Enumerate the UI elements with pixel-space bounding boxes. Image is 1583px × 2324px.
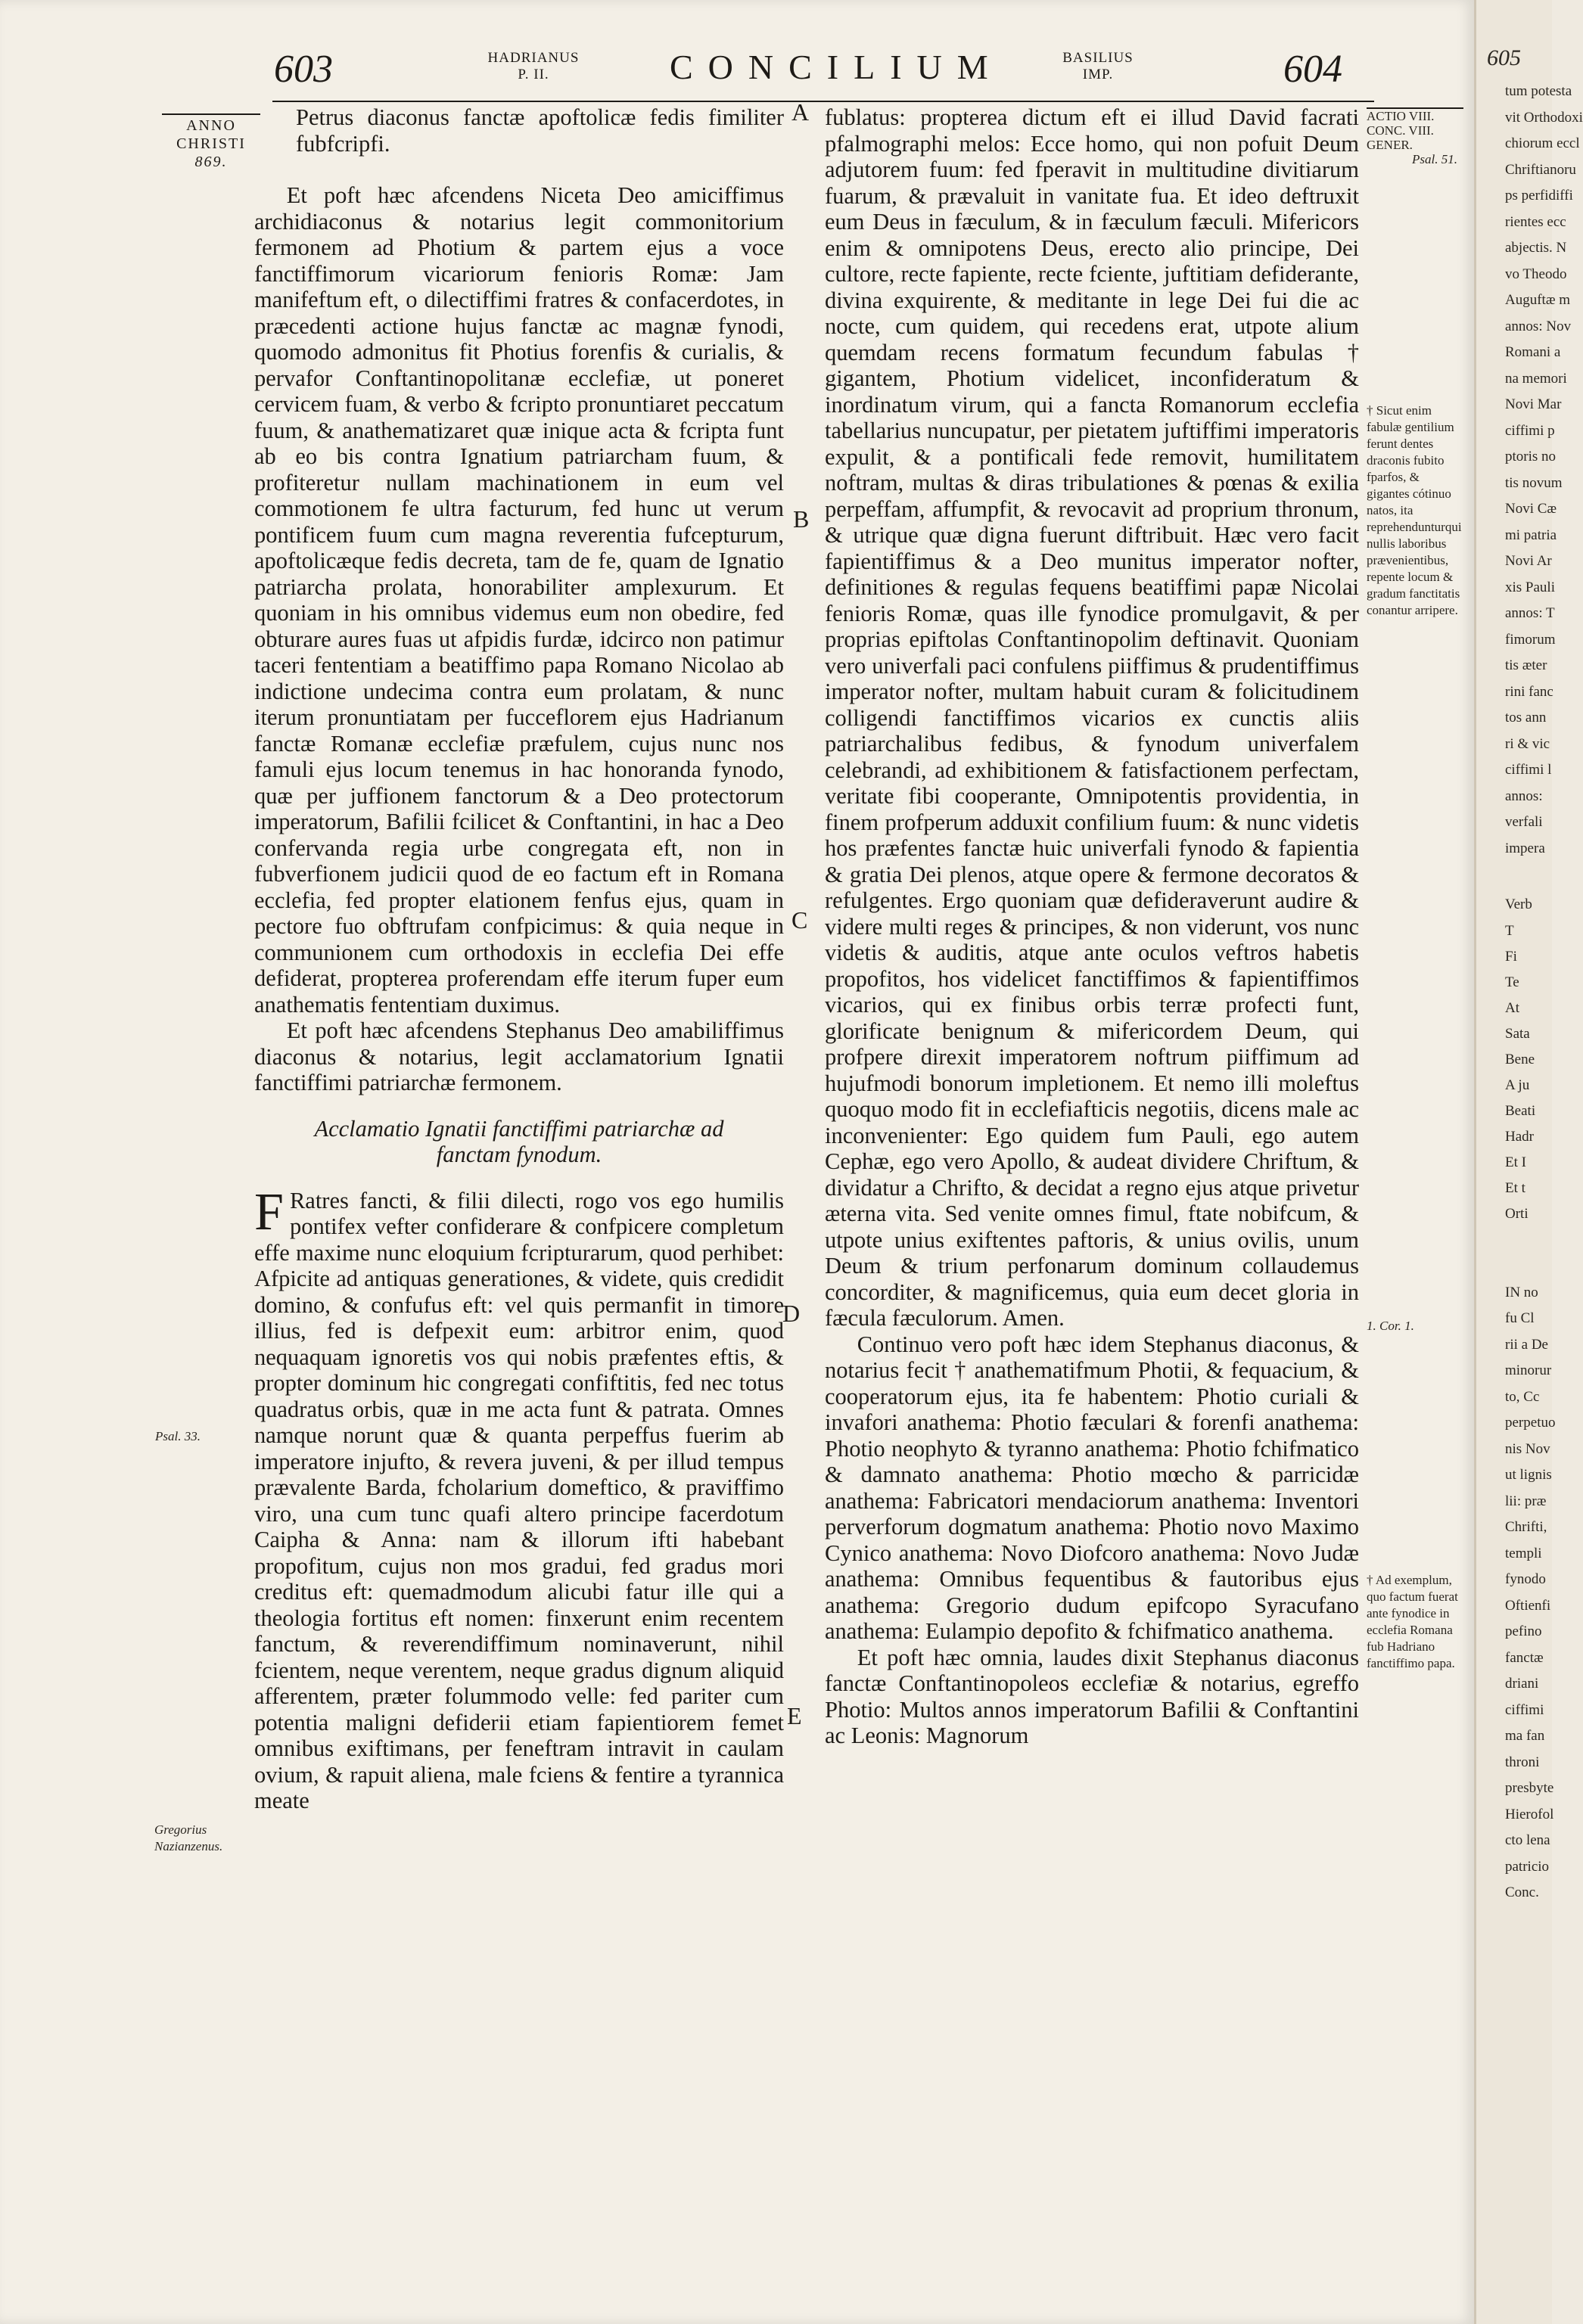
psal-51-note: Psal. 51. bbox=[1412, 152, 1457, 166]
margin-note-psal-33: Psal. 33. bbox=[155, 1429, 201, 1443]
acclamatio-text: Ratres fancti, & filii dilecti, rogo vos ego humilis pontifex vefter confiderare & confpicere completum effe maxime nunc eloquium fcripturarum, quod perhibet: Afpicite ad antiquas generationes, & videte, quis credidit domino, & confufus eft: vel quis permanfit in timore illius, fed is defpexit eum: arbitror enim, quod nequaquam ignoretis vos qui nobis præfentes eftis, & propter dominum hic congregati confiftitis, fed nec totus quadratus orbis, quæ in me acta funt & patrata. Omnes namque norunt quæ & quanta perpeffus fuerim ab imperatore injufto, & revera juveni, & per illud tempus prævalente Barda, fcholarium domeftico, & praviffimo viro, una cum tunc quafi altero principe facerdotum Caipha & Anna: nam & illorum ifti habebant propofitum, cujus non mos gradui, fed gradus mori creditus eft: quemadmodum alicubi fatur ille qui a theologia fortitus eft nomen: finxerunt enim recentem fanctum, & reverendiffimum nominaverunt, nihil fcientem, neque verentem, neque gradus dignum aliquid afferentem, præter folummodo velle: fed pariter cum potentia maligni defiderii etiam fapientiorem femet omnibus exiftimans, per feneftram intravit in caulam ovium, & rapuit aliena, male fciens & fentire a tyrannica meate bbox=[254, 1187, 784, 1813]
adjacent-page-line: Conc. bbox=[1505, 1884, 1539, 1900]
adjacent-page-line: Chrifti, bbox=[1505, 1519, 1547, 1535]
left-paragraph-2: Et poft hæc afcendens Niceta Deo amiciffimus archidiaconus & notarius legit commonitorium fermonem ad Photium & partem ejus a voce fanctiffimorum vicariorum fenioris Romæ: Jam manifeftum eft, o dilectiffimi fratres & confacerdotes, in præcedenti actione hujus fanctæ ac magnæ fynodi, quomodo admonitus fit Photius forenfis & curialis, & pervafor Conftantinopolitanæ ecclefiæ, ut poneret cervicem fuam, & verbo & fcripto pronuntiaret peccatum fuum, & anathematizaret quæ inique acta & fcripta funt ab eo bis contra Ignatium patriarcham fuum, & profiteretur nullam machinationem in eum vel commotionem fe ultra facturum, fed hunc ut verum pontificem fuum cum magna reverentia fufcepturum, apoftolicæque fedis decreta, tam de fe, quam de Ignatio patriarcha prolata, honorabiliter amplexurum. Et quoniam in his omnibus videmus eum non obedire, fed obturare aures fuas ut afpidis furdæ, idcirco non patimur taceri fententiam a beatiffimo papa Romano Nicolao ab indictione undecima contra eum prolatam, & nunc iterum pronuntiatam per fucceflorem ejus Hadrianum fanctæ Romanæ ecclefiæ præfulem, cujus nunc nos famuli ejus locum tenemus in hac honoranda fynodo, quæ per juffionem fanctorum & a Deo protectorum imperatorum, Bafilii fcilicet & Conftantini, in hac a Deo confervanda regia urbe congregata eft, non in fubverfionem judicii quod de eo factum eft in Romana ecclefia, fed propter elationem fenfus ejus, quam in pectore fuo obftrufam confpicimus: & quia neque in communionem cum orthodoxis in ecclefia Dei effe defiderat, propterea proferendam effe iterum fuper eum anathematis fententiam duximus. bbox=[254, 182, 784, 1018]
adjacent-page-line: annos: T bbox=[1505, 605, 1555, 621]
right-page-number: 604 bbox=[1283, 48, 1342, 91]
adjacent-page-line: A ju bbox=[1505, 1077, 1530, 1093]
anno-year: 869. bbox=[194, 154, 228, 170]
christi-label: CHRISTI bbox=[176, 135, 246, 152]
adjacent-page-line: Novi Ar bbox=[1505, 553, 1552, 569]
conc-label: CONC. VIII. bbox=[1367, 123, 1434, 138]
margin-note-gregorius: Gregorius Nazianzenus. bbox=[154, 1822, 223, 1853]
adjacent-page-line: tis æter bbox=[1505, 657, 1547, 673]
adjacent-page-line: ptoris no bbox=[1505, 449, 1557, 464]
adjacent-page-line: ps perfidiffi bbox=[1505, 188, 1573, 204]
adjacent-page-line: IN no bbox=[1505, 1284, 1538, 1300]
adjacent-page-line: At bbox=[1505, 999, 1519, 1016]
adjacent-page-line: impera bbox=[1505, 840, 1545, 856]
adjacent-page-line: Hadr bbox=[1505, 1128, 1534, 1145]
right-label-emperor: BASILIUS bbox=[1062, 50, 1134, 66]
adjacent-page-line: Romani a bbox=[1505, 344, 1561, 360]
margin-note-ad-exemplum: † Ad exemplum, quo factum fuerat ante fynodice in ecclefia Romana fub Hadriano fanctiffimo papa. bbox=[1367, 1573, 1458, 1670]
dropcap-letter: F bbox=[254, 1182, 284, 1241]
adjacent-page-line: cto lena bbox=[1505, 1832, 1550, 1848]
adjacent-page-line: tos ann bbox=[1505, 710, 1547, 725]
left-column bbox=[254, 104, 784, 1814]
right-column bbox=[825, 104, 1359, 1749]
adjacent-page-line: templi bbox=[1505, 1545, 1542, 1561]
header-rule bbox=[272, 101, 1374, 102]
adjacent-page-line: ut lignis bbox=[1505, 1467, 1552, 1483]
adjacent-page-number: 605 bbox=[1487, 45, 1521, 70]
adjacent-page-line: Oftienfi bbox=[1505, 1597, 1551, 1614]
adjacent-page-line: fanctæ bbox=[1505, 1649, 1544, 1666]
adjacent-page-line: Auguftæ m bbox=[1505, 292, 1571, 308]
anno-christi-note bbox=[162, 113, 260, 171]
adjacent-page-line: Verb bbox=[1505, 896, 1532, 912]
adjacent-page bbox=[1474, 0, 1583, 2324]
margin-note-actio bbox=[1367, 107, 1463, 166]
adjacent-page-line: fu Cl bbox=[1505, 1310, 1535, 1326]
section-letter-e: E bbox=[787, 1702, 802, 1729]
adjacent-page-line: tis novum bbox=[1505, 474, 1563, 491]
adjacent-page-line: Novi Cæ bbox=[1505, 501, 1557, 517]
adjacent-page-line: pefino bbox=[1505, 1623, 1542, 1639]
margin-note-sicut: † Sicut enim fabulæ gentilium ferunt dentes draconis fubito fparfos, & gigantes cótinuo natos, ita reprehendunturqui nullis laboribus prævenientibus, repente locum & gradum fanctitatis conantur arripere. bbox=[1367, 403, 1462, 617]
adjacent-page-line: na memori bbox=[1505, 370, 1567, 387]
adjacent-page-line: vo Theodo bbox=[1505, 266, 1567, 282]
left-running-label bbox=[484, 50, 583, 83]
adjacent-page-line: perpetuo bbox=[1505, 1415, 1556, 1431]
adjacent-page-line: verfali bbox=[1505, 814, 1543, 830]
adjacent-page-line: xis Pauli bbox=[1505, 579, 1555, 595]
actio-label: ACTIO VIII. bbox=[1367, 107, 1463, 123]
left-paragraph-1: Petrus diaconus fanctæ apoftolicæ fedis fimiliter fubfcripfi. bbox=[296, 104, 784, 157]
adjacent-page-line: Orti bbox=[1505, 1205, 1529, 1222]
adjacent-page-line: minorur bbox=[1505, 1362, 1552, 1378]
adjacent-page-line: Beati bbox=[1505, 1102, 1536, 1119]
adjacent-page-line: driani bbox=[1505, 1676, 1539, 1692]
adjacent-page-line: ri & vic bbox=[1505, 735, 1550, 752]
acclamatio-body bbox=[254, 1182, 784, 1814]
adjacent-page-line: ma fan bbox=[1505, 1728, 1545, 1744]
left-page-number: 603 bbox=[274, 48, 333, 91]
adjacent-page-line: ciffimi p bbox=[1505, 422, 1555, 439]
anno-label: ANNO bbox=[162, 113, 260, 135]
adjacent-page-line: ciffimi bbox=[1505, 1701, 1544, 1718]
adjacent-page-line: Bene bbox=[1505, 1051, 1535, 1067]
left-paragraph-3: Et poft hæc afcendens Stephanus Deo amabiliffimus diaconus & notarius, legit acclamatorium Ignatii fanctiffimi patriarchæ fermonem. bbox=[254, 1018, 784, 1095]
adjacent-page-line: Et I bbox=[1505, 1154, 1526, 1170]
adjacent-page-line: tum potesta bbox=[1505, 83, 1572, 99]
right-paragraph-1: fublatus: propterea dictum eft ei illud David facrati pfalmographi melos: Ecce homo, qui non pofuit Deum adjutorem fuum: fed fperavit in multitudine divitiarum fuarum, & prævaluit in vanitate fua. Et ideo deftruxit eum Deus in fæculum, & in fæculum fæculi. Mifericors enim & omnipotens Deus, erecto alio principe, Dei cultore, recte fapiente, recte fciente, juftitiam defiderante, divina exquirente, & meditante in lege Dei fui die ac nocte, cum quidem, qui recedens erat, utpote alium quemdam recens formatum fecundum fabulas † gigantem, Photium videlicet, inconfideratum & inordinatum virum, qui a fancta Romanorum ecclefia tabellarius nuncupatur, per pietatem juftiffimi imperatoris expulit, & a pontificali fede removit, humilitatem noftram, multas & diras tribulationes & pœnas & exilia perpeffam, affumpfit, & revocavit ad proprium thronum, & utrique quæ digna fuerunt diftribuit. Hæc vero facit fapientiffimus & a Deo munitus imperator nofter, definitiones & regulas fequens beatiffimi papæ Nicolai fenioris Romæ, quas ille fynodice promulgavit, & per proprias epiftolas Conftantinopolim deftinavit. Quoniam vero univerfali paci confulens piiffimus & prudentiffimus imperator nofter, multam habuit curam & folicitudinem colligendi fanctiffimos vicarios ex cunctis aliis patriarchalibus fedibus, & fynodum univerfalem celebrandi, ad exhibitionem & fatisfactionem perfectam, veritate fibi cooperante, Omnipotentis providentia, in finem profperum adduxit confilium fuum: & nunc videtis hos præfentes fanctæ huic univerfali fynodo & fapientia & gratia Dei plenos, atque opere & fermone decoratos & refulgentes. Ergo quoniam quæ defideraverunt audire & videre multi reges & principes, & non viderunt, vos nunc videtis & auditis, atque ante oculos veftros habetis propofitos, hos videlicet fanctiffimos & fapientiffimos vicarios, qui ex finibus orbis terræ profecti funt, glorificate benignum & mifericordem Deum, qui profpere direxit imperatorem noftrum piiffimum ad hujufmodi bonorum impletionem. Et nemo illi moleftus quoquo modo fit in ecclefiafticis negotiis, dicens male ac inconvenienter: Ego quidem fum Pauli, ego autem Cephæ, ego vero Apollo, & audeat dividere Chriftum, & dividatur a Chrifto, & decidat a regno ejus atque privetur æterna vita. Sed venite omnes fimul, ftate nobifcum, & utpote unius exiftentes paftoris, & unius ovilis, unum Deum & trium perfonarum dominum collaudemus concorditer, & magnificemus, quia eum decet gloria in fæcula fæculorum. Amen. bbox=[825, 104, 1359, 1331]
margin-note-cor: 1. Cor. 1. bbox=[1367, 1319, 1414, 1333]
adjacent-page-line: rientes ecc bbox=[1505, 213, 1566, 230]
adjacent-page-line: T bbox=[1505, 922, 1514, 939]
left-label-pope-number: P. II. bbox=[518, 67, 549, 82]
adjacent-page-line: fynodo bbox=[1505, 1571, 1546, 1587]
adjacent-page-line: vit Orthodoxi bbox=[1505, 109, 1583, 126]
adjacent-page-line: rii a De bbox=[1505, 1336, 1548, 1353]
adjacent-page-line: Et t bbox=[1505, 1179, 1525, 1196]
section-letter-c: C bbox=[792, 906, 808, 934]
adjacent-page-line: rini fanc bbox=[1505, 683, 1553, 700]
adjacent-page-line: abjectis. N bbox=[1505, 240, 1567, 256]
adjacent-page-line: throni bbox=[1505, 1754, 1540, 1770]
acclamatio-heading: Acclamatio Ignatii fanctiffimi patriarchæ ad fanctam fynodum. bbox=[314, 1115, 724, 1167]
adjacent-page-line: lii: præ bbox=[1505, 1493, 1547, 1509]
adjacent-page-line: Novi Mar bbox=[1505, 396, 1562, 412]
adjacent-page-line: fimorum bbox=[1505, 631, 1556, 648]
left-label-pope: HADRIANUS bbox=[487, 50, 580, 66]
section-letter-a: A bbox=[792, 98, 810, 126]
adjacent-page-line: chiorum eccl bbox=[1505, 135, 1580, 151]
adjacent-page-line: Hierofol bbox=[1505, 1806, 1554, 1822]
section-letter-d: D bbox=[782, 1300, 801, 1327]
adjacent-page-line: patricio bbox=[1505, 1858, 1550, 1875]
section-letter-b: B bbox=[793, 505, 810, 533]
adjacent-page-line: mi patria bbox=[1505, 527, 1557, 543]
adjacent-page-line: Chriftianoru bbox=[1505, 161, 1576, 178]
adjacent-page-line: presbyte bbox=[1505, 1780, 1554, 1796]
adjacent-page-line: Te bbox=[1505, 974, 1519, 990]
adjacent-page-line: Sata bbox=[1505, 1025, 1530, 1042]
right-paragraph-2: Continuo vero poft hæc idem Stephanus diaconus, & notarius fecit † anathematifmum Photii, & fequacium, & cooperatorum ejus, ita fe habentem: Photio curiali & invafori anathema: Photio fæculari & forenfi anathema: Photio neophyto & tyranno anathema: Photio fchifmatico & damnato anathema: Photio mœcho & parricidæ anathema: Fabricatori mendaciorum anathema: Inventori perverforum dogmatum anathema: Photio novo Maximo Cynico anathema: Novo Diofcoro anathema: Novo Judæ anathema: Omnibus fequentibus & fautoribus ejus anathema: Gregorio dudum epifcopo Syracufano anathema: Eulampio depofito & fchifmatico anathema. bbox=[825, 1331, 1359, 1644]
adjacent-page-line: to, Cc bbox=[1505, 1388, 1540, 1405]
adjacent-page-line: annos: Nov bbox=[1505, 318, 1572, 334]
right-label-imp: IMP. bbox=[1082, 67, 1114, 82]
adjacent-page-line: ciffimi l bbox=[1505, 762, 1552, 778]
right-paragraph-3: Et poft hæc omnia, laudes dixit Stephanus diaconus fanctæ Conftantinopoleos ecclefiæ & notarius, egreffo Photio: Multos annos imperatorum Bafilii & Conftantini ac Leonis: Magnorum bbox=[825, 1644, 1359, 1748]
adjacent-page-line: Fi bbox=[1505, 948, 1517, 965]
right-running-label bbox=[1056, 50, 1140, 83]
adjacent-page-line: annos: bbox=[1505, 788, 1543, 804]
running-title: CONCILIUM bbox=[670, 48, 1003, 86]
adjacent-page-line: nis Nov bbox=[1505, 1440, 1550, 1457]
gener-label: GENER. bbox=[1367, 138, 1413, 152]
